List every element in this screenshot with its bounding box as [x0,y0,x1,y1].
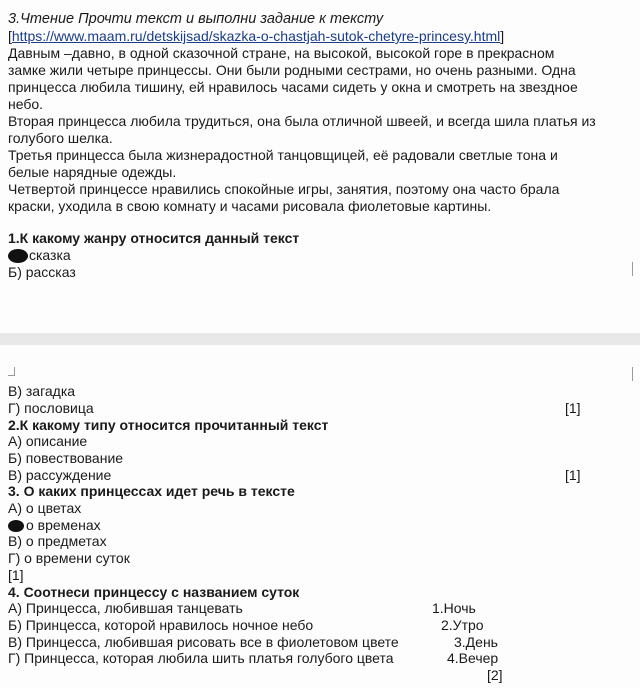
q3-option-b [8,517,101,534]
page-corner-mark [626,367,633,381]
question-1: 1.К какому жанру относится данный текст [8,230,300,246]
q2-option-a: А) описание [8,433,88,449]
q4-princess-d: Г) Принцесса, которая любила шить платья голубого цвета [8,650,394,666]
story-line: Четвертой принцессе нравились спокойные игры, занятия, поэтому она часто брала [8,181,560,197]
story-line: Вторая принцесса любила трудиться, она была отличной швеей, и всегда шила платья из [8,113,596,129]
worksheet-page-1 [0,0,640,333]
q2-option-c: В) рассуждение [8,467,112,483]
story-line: небо. [8,96,44,112]
source-link-line [8,28,504,45]
ink-blot-icon [8,520,24,532]
q3-mark: [1] [8,567,24,583]
question-4: 4. Соотнеси принцессу с названием суток [8,584,300,600]
link-bracket-open: [ [8,28,12,44]
task-title: 3.Чтение Прочти текст и выполни задание к тексту [8,11,384,27]
q1-option-a [8,247,71,264]
q3-option-c: В) о предметах [8,533,107,549]
q4-princess-b: Б) Принцесса, которой нравилось ночное небо [8,617,314,633]
q4-mark: [2] [487,667,503,683]
q2-mark: [1] [565,467,581,483]
ink-blot-icon [8,249,28,263]
story-line: белые нарядные одежды. [8,164,177,180]
story-line: принцесса любила тишину, ей нравилось часами сидеть у окна и смотреть на звездное [8,79,578,95]
page-break [0,333,640,345]
story-line: Давным –давно, в одной сказочной стране, на высокой, высокой горе в прекрасном [8,45,555,61]
q1-option-a-text: сказка [29,247,71,263]
q4-time-2: 2.Утро [441,617,484,633]
story-line: замке жили четыре принцессы. Они были родными сестрами, но очень разными. Одна [8,62,576,78]
source-link[interactable]: https://www.maam.ru/detskijsad/skazka-o-chastjah-sutok-chetyre-princesy.html [11,28,501,44]
story-line: краски, уходила в свою комнату и часами рисовала фиолетовые картины. [8,198,492,214]
q4-time-4: 4.Вечер [447,650,499,666]
q4-princess-c: В) Принцесса, любившая рисовать все в фиолетовом цвете [8,634,399,650]
q3-option-b-text: о временах [26,517,101,533]
question-2: 2.К какому типу относится прочитанный текст [8,417,329,433]
q1-option-b: Б) рассказ [8,264,76,280]
q4-princess-a: А) Принцесса, любившая танцевать [8,600,243,616]
q3-option-d: Г) о времени суток [8,550,130,566]
q2-option-b: Б) повествование [8,450,124,466]
page-corner-mark [8,367,15,376]
question-3: 3. О каких принцессах идет речь в тексте [8,483,295,499]
story-line: голубого шелка. [8,130,113,146]
story-line: Третья принцесса была жизнерадостной танцовщицей, её радовали светлые тона и [8,147,558,163]
link-bracket-close: ] [500,28,505,44]
q4-time-3: 3.День [454,634,498,650]
q1-option-c: В) загадка [8,383,76,399]
page-corner-mark [626,262,633,276]
q4-time-1: 1.Ночь [432,600,476,616]
worksheet-page-2 [0,345,640,688]
q3-option-a: А) о цветах [8,500,82,516]
q1-option-d: Г) пословица [8,400,94,416]
q1-mark: [1] [565,400,581,416]
